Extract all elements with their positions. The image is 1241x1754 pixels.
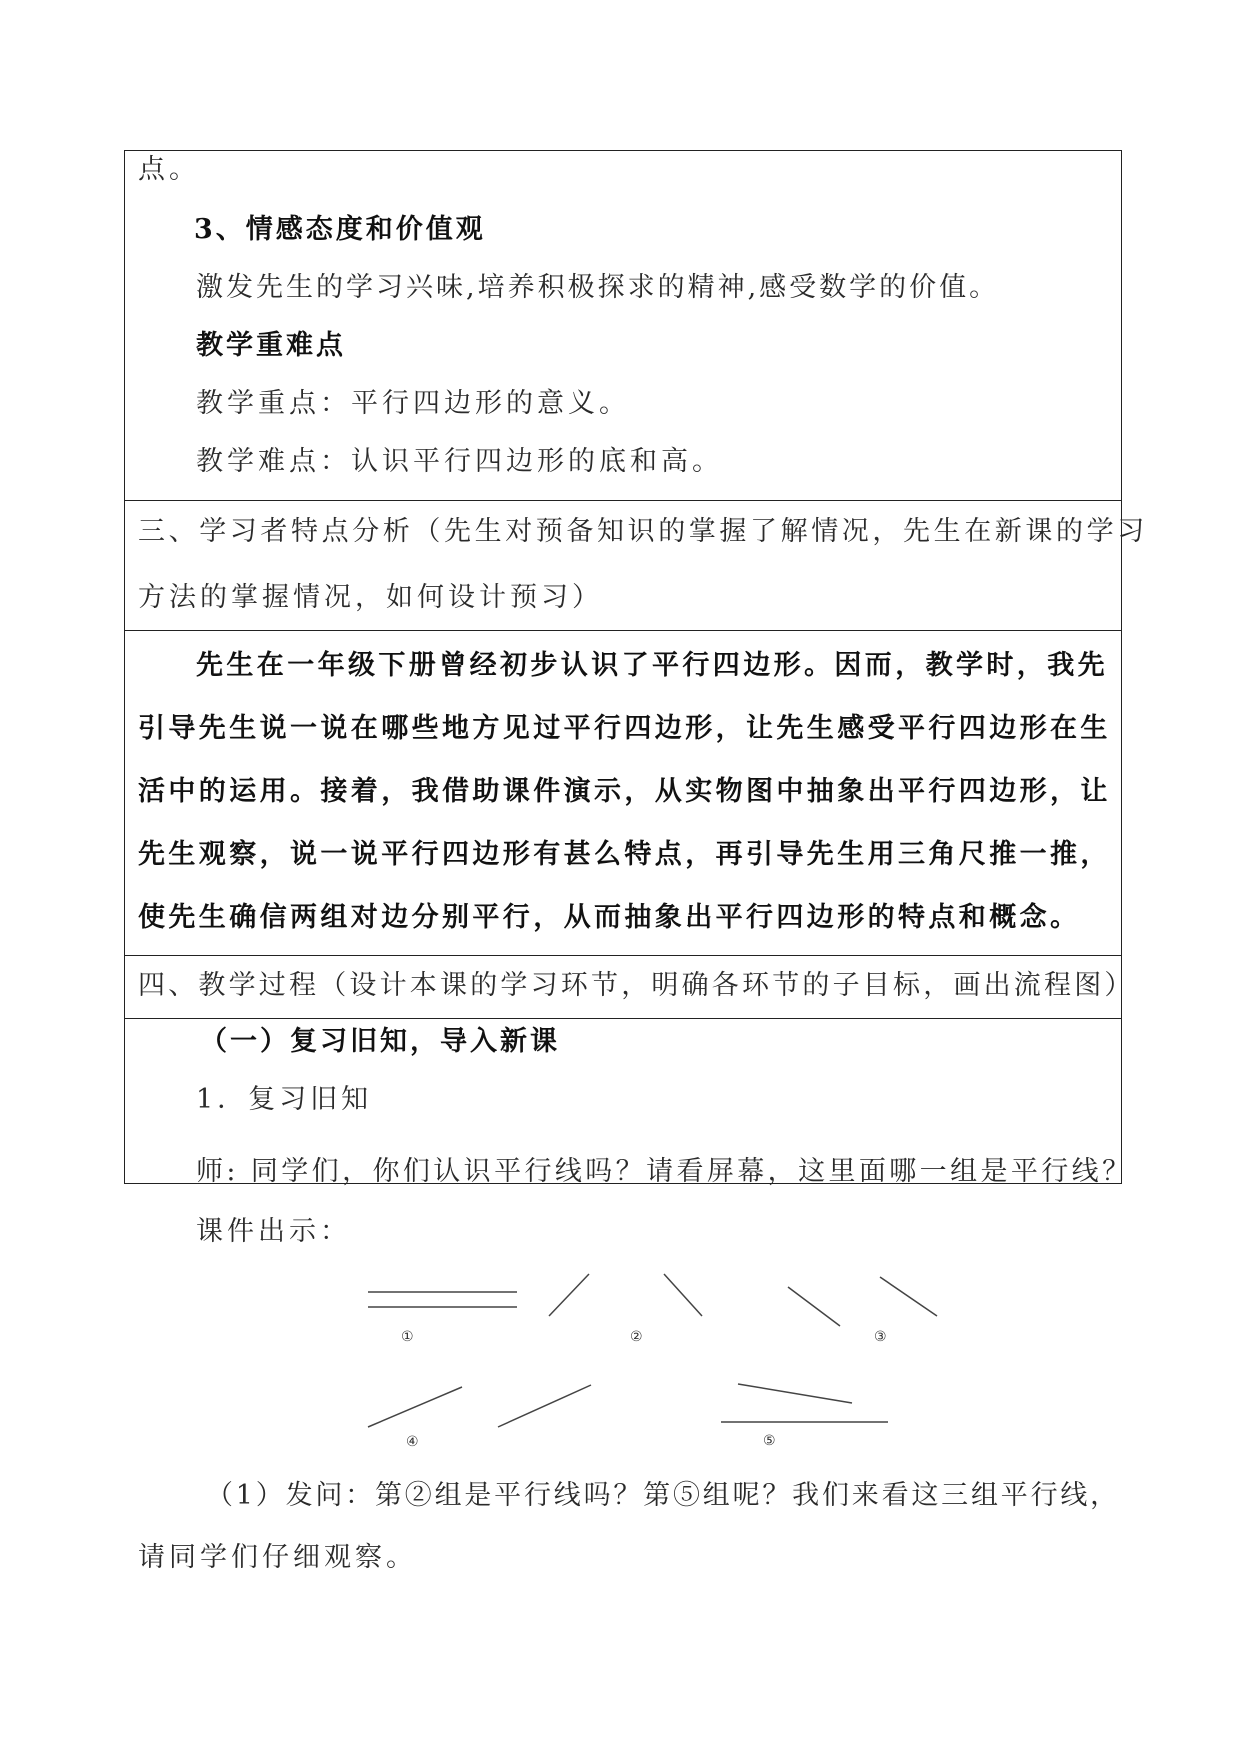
difficult-point-text: 教学难点：认识平行四边形的底和高。 bbox=[196, 446, 723, 477]
question-line1: （1）发问：第②组是平行线吗？第⑤组呢？我们来看这三组平行线， bbox=[206, 1480, 1120, 1511]
figure-label-1: ① bbox=[401, 1329, 414, 1345]
group3-line-b bbox=[880, 1277, 937, 1316]
heading-emotion-values: 3、情感态度和价值观 bbox=[194, 214, 486, 245]
teacher-question: 师: 同学们，你们认识平行线吗？请看屏幕，这里面哪一组是平行线？ bbox=[196, 1156, 1133, 1187]
figure-label-4: ④ bbox=[406, 1434, 419, 1450]
teaching-process-heading: 四、教学过程（设计本课的学习环节，明确各环节的子目标，画出流程图） bbox=[138, 970, 1135, 1001]
paragraph-line: 使先生确信两组对边分别平行，从而抽象出平行四边形的特点和概念。 bbox=[138, 902, 1081, 933]
parallel-lines-figure bbox=[124, 1260, 1122, 1460]
emotion-text: 激发先生的学习兴味,培养积极探求的精神,感受数学的价值。 bbox=[196, 272, 1000, 303]
row-divider bbox=[124, 955, 1122, 956]
group5-line-a bbox=[738, 1384, 852, 1403]
paragraph-line: 活中的运用。接着，我借助课件演示，从实物图中抽象出平行四边形，让 bbox=[138, 776, 1111, 807]
group4-line-a bbox=[368, 1387, 462, 1427]
key-point-text: 教学重点：平行四边形的意义。 bbox=[196, 388, 630, 419]
continuation-text: 点。 bbox=[138, 154, 200, 185]
group2-line-a bbox=[549, 1274, 589, 1316]
row-divider bbox=[124, 630, 1122, 631]
group4-line-b bbox=[498, 1385, 591, 1427]
paragraph-line: 先生观察，说一说平行四边形有甚么特点，再引导先生用三角尺推一推， bbox=[138, 839, 1111, 870]
figure-label-2: ② bbox=[630, 1329, 643, 1345]
learner-analysis-line1: 三、学习者特点分析（先生对预备知识的掌握了解情况，先生在新课的学习 bbox=[138, 516, 1148, 547]
group2-line-b bbox=[664, 1274, 702, 1316]
figure-label-3: ③ bbox=[874, 1329, 887, 1345]
heading-key-difficult: 教学重难点 bbox=[196, 330, 346, 361]
paragraph-line: 引导先生说一说在哪些地方见过平行四边形，让先生感受平行四边形在生 bbox=[138, 713, 1111, 744]
row-divider bbox=[124, 500, 1122, 501]
section-title: （一）复习旧知，导入新课 bbox=[200, 1026, 560, 1057]
paragraph-line: 先生在一年级下册曾经初步认识了平行四边形。因而，教学时，我先 bbox=[196, 650, 1108, 681]
courseware-label: 课件出示： bbox=[196, 1216, 351, 1247]
learner-analysis-line2: 方法的掌握情况，如何设计预习） bbox=[138, 582, 603, 613]
item-review: 1．复习旧知 bbox=[196, 1084, 373, 1115]
group3-line-a bbox=[788, 1287, 840, 1326]
question-line2: 请同学们仔细观察。 bbox=[138, 1542, 417, 1573]
row-divider bbox=[124, 1018, 1122, 1019]
figure-label-5: ⑤ bbox=[763, 1433, 776, 1449]
